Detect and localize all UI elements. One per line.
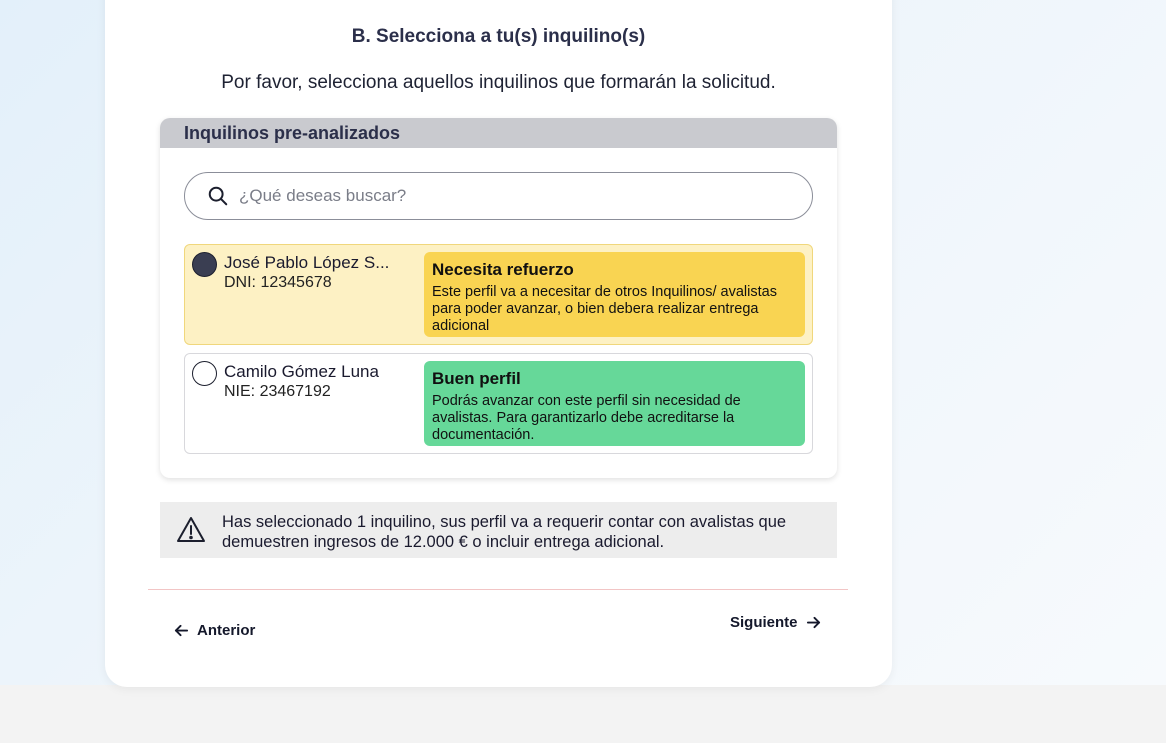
- tenant-row[interactable]: [184, 244, 813, 345]
- tenant-row[interactable]: [184, 353, 813, 454]
- tenant-id: DNI: 12345678: [224, 274, 332, 291]
- arrow-right-icon: [806, 615, 821, 630]
- profile-badge: [424, 361, 805, 446]
- section-subtitle: Por favor, selecciona aquellos inquilinos que formarán la solicitud.: [221, 72, 776, 93]
- badge-description: Este perfil va a necesitar de otros Inquilinos/ avalistas para poder avanzar, o bien debera realizar entrega adicional: [432, 284, 777, 334]
- alert-text: Has seleccionado 1 inquilino, sus perfil va a requerir contar con avalistas que demuestren ingresos de 12.000 € o incluir entrega adicional.: [222, 513, 787, 551]
- tenant-radio[interactable]: [192, 361, 217, 386]
- badge-description: Podrás avanzar con este perfil sin necesidad de avalistas. Para garantizarlo debe acreditarse la documentación.: [432, 393, 741, 443]
- tenant-id: NIE: 23467192: [224, 383, 331, 400]
- warning-icon: [176, 515, 206, 545]
- badge-title: Buen perfil: [432, 369, 521, 388]
- tenant-radio[interactable]: [192, 252, 217, 277]
- search-bar[interactable]: [184, 172, 813, 220]
- section-title: B. Selecciona a tu(s) inquilino(s): [351, 26, 646, 47]
- tenants-panel: [160, 118, 837, 478]
- selection-alert: [160, 502, 837, 558]
- form-card: [105, 0, 892, 687]
- previous-label: Anterior: [197, 622, 256, 639]
- footer-divider: [148, 589, 848, 590]
- tenant-name: José Pablo López S...: [224, 253, 390, 272]
- next-button[interactable]: [730, 614, 821, 631]
- profile-badge: [424, 252, 805, 337]
- arrow-left-icon: [174, 623, 189, 638]
- previous-button[interactable]: [174, 622, 255, 639]
- next-label: Siguiente: [730, 614, 798, 631]
- panel-header: Inquilinos pre-analizados: [160, 118, 837, 148]
- search-icon: [207, 185, 229, 207]
- badge-title: Necesita refuerzo: [432, 260, 574, 279]
- search-input[interactable]: [239, 186, 779, 206]
- tenant-name: Camilo Gómez Luna: [224, 362, 379, 381]
